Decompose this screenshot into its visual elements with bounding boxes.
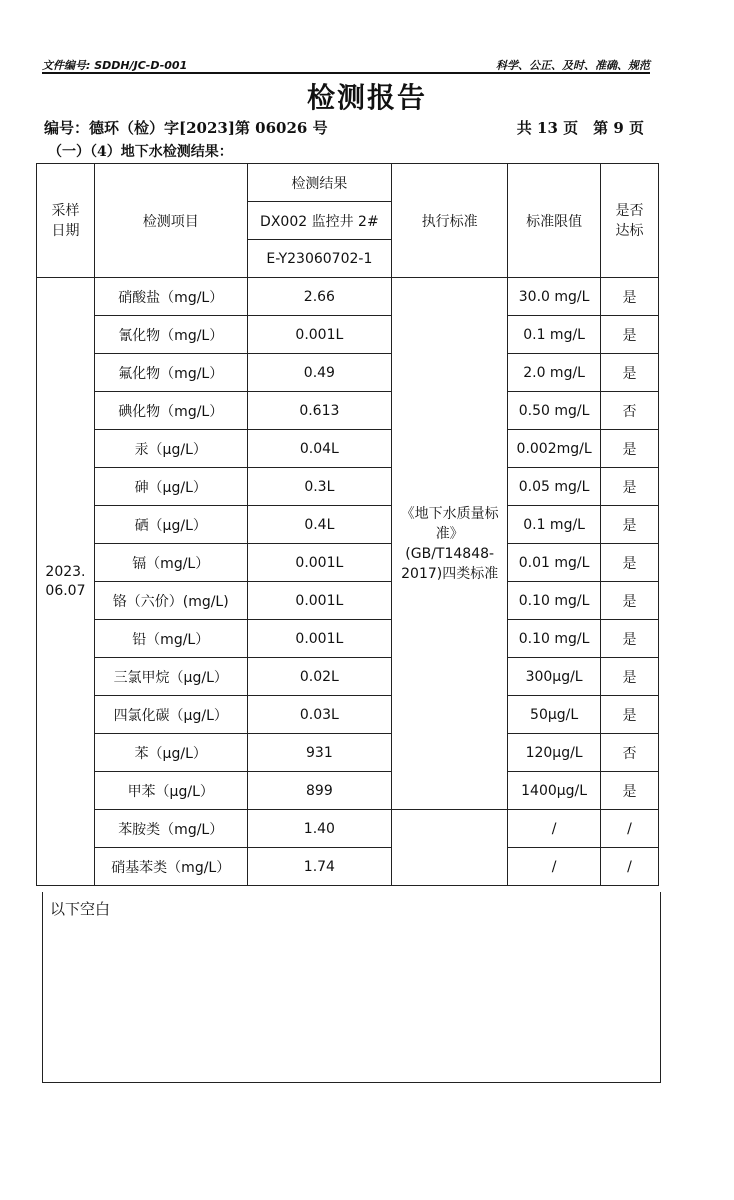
table-row — [37, 506, 659, 544]
test-item: 硒（μg/L） — [94, 506, 247, 544]
company-motto: 科学、公正、及时、准确、规范 — [496, 59, 650, 72]
standard-limit: 50μg/L — [508, 696, 601, 734]
header-standard: 执行标准 — [392, 164, 508, 278]
table-row — [37, 316, 659, 354]
test-result: 0.03L — [247, 696, 392, 734]
standard-limit: 30.0 mg/L — [508, 278, 601, 316]
test-item: 硝酸盐（mg/L） — [94, 278, 247, 316]
page-count: 共 13 页 第 9 页 — [516, 119, 644, 137]
test-result: 0.4L — [247, 506, 392, 544]
standard-limit: 0.1 mg/L — [508, 506, 601, 544]
standard-reference-empty — [392, 810, 508, 886]
table-row — [37, 430, 659, 468]
test-item: 镉（mg/L） — [94, 544, 247, 582]
compliance: 是 — [601, 772, 659, 810]
compliance: / — [601, 848, 659, 886]
standard-limit: 0.10 mg/L — [508, 620, 601, 658]
test-item: 苯（μg/L） — [94, 734, 247, 772]
table-row — [37, 392, 659, 430]
standard-limit: 0.10 mg/L — [508, 582, 601, 620]
compliance: 否 — [601, 734, 659, 772]
test-result: 0.49 — [247, 354, 392, 392]
test-item: 硝基苯类（mg/L） — [94, 848, 247, 886]
test-result: 0.001L — [247, 544, 392, 582]
sampling-date: 2023. 06.07 — [37, 278, 95, 886]
header-sample-id: E-Y23060702-1 — [247, 240, 392, 278]
standard-limit: 120μg/L — [508, 734, 601, 772]
table-row — [37, 620, 659, 658]
header-divider — [42, 72, 650, 74]
compliance: 是 — [601, 582, 659, 620]
table-row — [37, 544, 659, 582]
report-meta — [44, 117, 644, 138]
page-title: 检测报告 — [306, 81, 427, 114]
test-item: 汞（μg/L） — [94, 430, 247, 468]
header-sampling-date: 采样日期 — [37, 164, 95, 278]
table-row — [37, 696, 659, 734]
compliance: 是 — [601, 316, 659, 354]
test-result: 0.04L — [247, 430, 392, 468]
table-row — [37, 354, 659, 392]
test-result: 0.3L — [247, 468, 392, 506]
table-row — [37, 278, 659, 316]
test-item: 砷（μg/L） — [94, 468, 247, 506]
header-well-name: DX002 监控井 2# — [247, 202, 392, 240]
compliance: 是 — [601, 430, 659, 468]
test-result: 0.02L — [247, 658, 392, 696]
test-item: 四氯化碳（μg/L） — [94, 696, 247, 734]
test-result: 0.001L — [247, 582, 392, 620]
compliance: 是 — [601, 506, 659, 544]
document-header — [42, 54, 650, 74]
test-result: 0.001L — [247, 620, 392, 658]
header-test-item: 检测项目 — [94, 164, 247, 278]
blank-area — [42, 892, 661, 1083]
test-result: 1.40 — [247, 810, 392, 848]
compliance: 是 — [601, 354, 659, 392]
header-compliance: 是否达标 — [601, 164, 659, 278]
table-row — [37, 658, 659, 696]
standard-limit: / — [508, 810, 601, 848]
section-title: （一）（4）地下水检测结果： — [48, 144, 233, 160]
standard-limit: 1400μg/L — [508, 772, 601, 810]
test-item: 碘化物（mg/L） — [94, 392, 247, 430]
table-row — [37, 772, 659, 810]
compliance: 是 — [601, 468, 659, 506]
compliance: 是 — [601, 278, 659, 316]
standard-limit: 0.1 mg/L — [508, 316, 601, 354]
header-test-result: 检测结果 — [247, 164, 392, 202]
results-table — [36, 163, 659, 886]
test-result: 0.613 — [247, 392, 392, 430]
test-result: 1.74 — [247, 848, 392, 886]
test-result: 899 — [247, 772, 392, 810]
test-result: 931 — [247, 734, 392, 772]
table-row — [37, 848, 659, 886]
compliance: 是 — [601, 620, 659, 658]
standard-limit: / — [508, 848, 601, 886]
table-row — [37, 810, 659, 848]
compliance: 是 — [601, 658, 659, 696]
test-item: 氟化物（mg/L） — [94, 354, 247, 392]
report-number: 编号：德环（检）字[2023]第 06026 号 — [44, 119, 328, 137]
standard-limit: 0.50 mg/L — [508, 392, 601, 430]
test-result: 2.66 — [247, 278, 392, 316]
standard-limit: 2.0 mg/L — [508, 354, 601, 392]
test-item: 苯胺类（mg/L） — [94, 810, 247, 848]
test-item: 铬（六价）(mg/L) — [94, 582, 247, 620]
compliance: 是 — [601, 544, 659, 582]
standard-reference: 《地下水质量标准》(GB/T14848-2017)四类标准 — [392, 278, 508, 810]
test-result: 0.001L — [247, 316, 392, 354]
test-item: 甲苯（μg/L） — [94, 772, 247, 810]
table-row — [37, 582, 659, 620]
header-limit: 标准限值 — [508, 164, 601, 278]
standard-limit: 0.05 mg/L — [508, 468, 601, 506]
table-row — [37, 468, 659, 506]
test-item: 三氯甲烷（μg/L） — [94, 658, 247, 696]
test-item: 铅（mg/L） — [94, 620, 247, 658]
standard-limit: 0.01 mg/L — [508, 544, 601, 582]
blank-note: 以下空白 — [50, 900, 111, 918]
document-number: 文件编号: SDDH/JC-D-001 — [42, 59, 188, 72]
test-item: 氰化物（mg/L） — [94, 316, 247, 354]
compliance: 否 — [601, 392, 659, 430]
table-row — [37, 734, 659, 772]
standard-limit: 300μg/L — [508, 658, 601, 696]
standard-limit: 0.002mg/L — [508, 430, 601, 468]
compliance: / — [601, 810, 659, 848]
compliance: 是 — [601, 696, 659, 734]
